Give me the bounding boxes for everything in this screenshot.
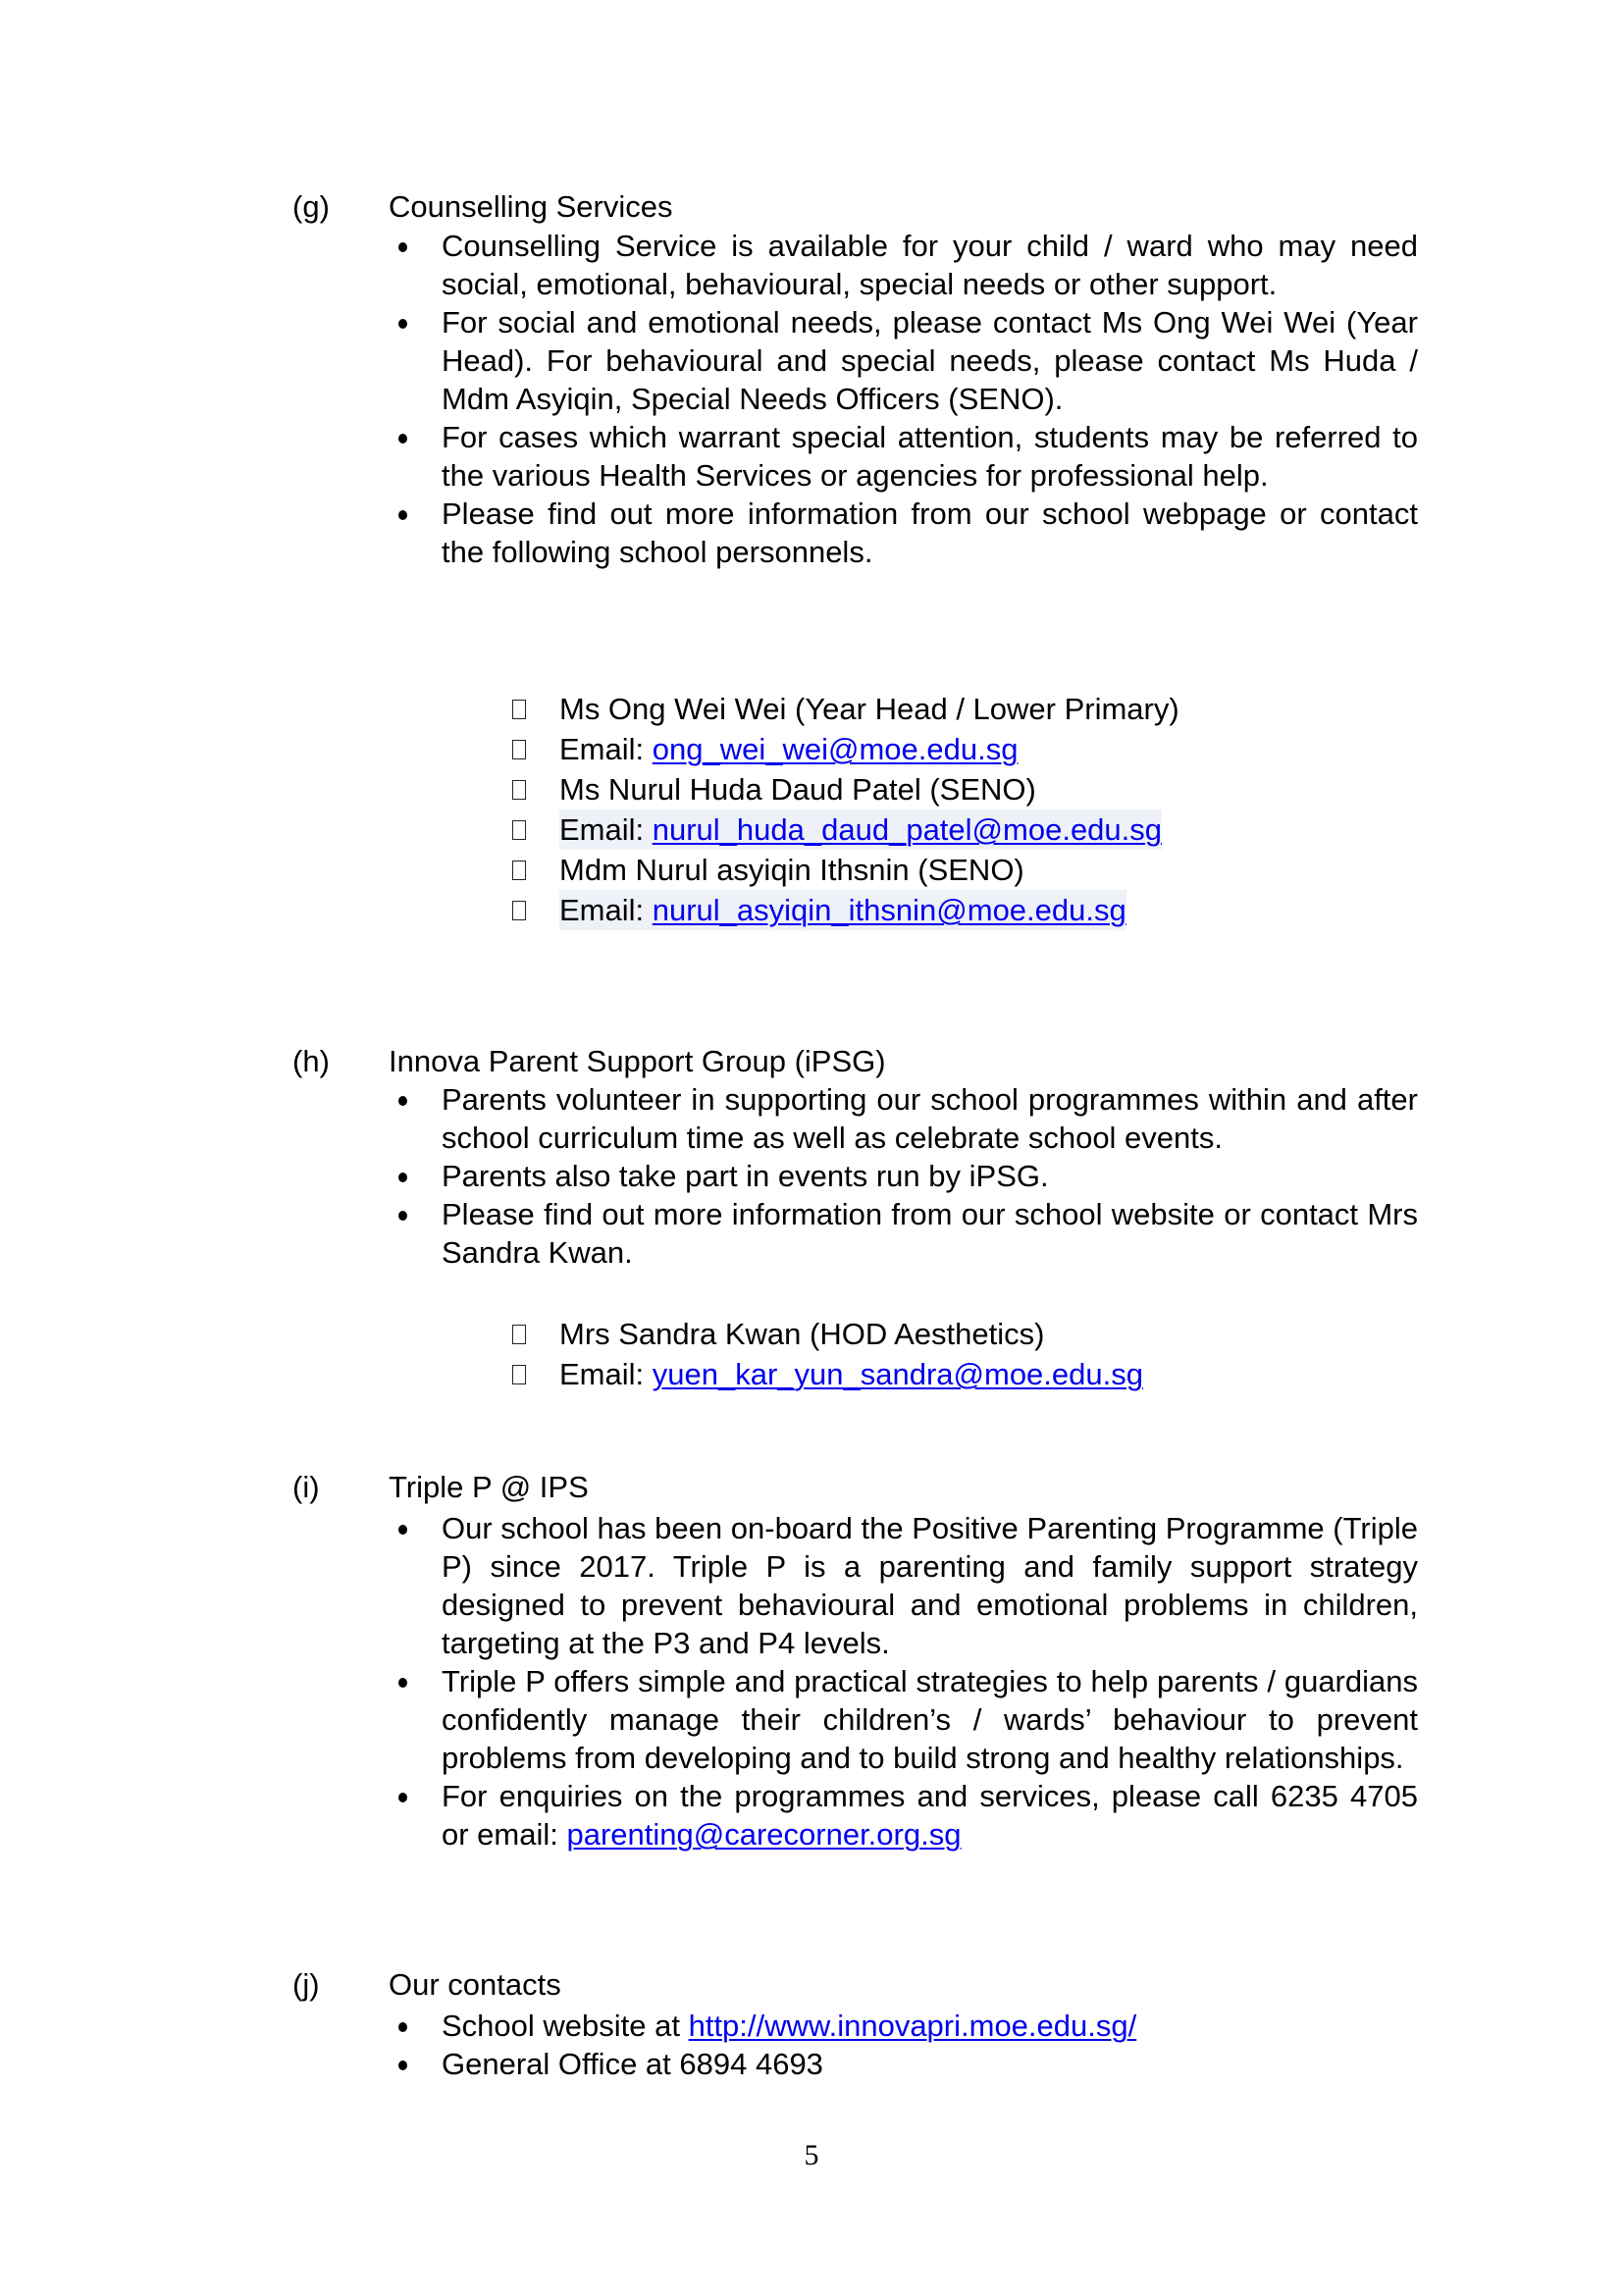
contact-item: Email: ong_wei_wei@moe.edu.sg	[512, 729, 1179, 769]
list-item: Please find out more information from our school website or contact Mrs Sandra Kwan.	[393, 1195, 1418, 1272]
contact-item: Email: yuen_kar_yun_sandra@moe.edu.sg	[512, 1354, 1143, 1394]
list-item: Please find out more information from our school webpage or contact the following school personnels.	[393, 495, 1418, 571]
contact-item: Ms Ong Wei Wei (Year Head / Lower Primary)	[512, 689, 1179, 729]
bullet-icon	[393, 1509, 442, 1662]
contact-item: Mrs Sandra Kwan (HOD Aesthetics)	[512, 1314, 1143, 1354]
bullet-icon	[393, 1662, 442, 1777]
bullet-icon	[393, 418, 442, 495]
list-item: Parents volunteer in supporting our school programmes within and after school curriculum time as well as celebrate school events.	[393, 1080, 1418, 1157]
bullet-icon	[393, 227, 442, 303]
section-h-contacts	[512, 1314, 1143, 1394]
list-item: Triple P offers simple and practical strategies to help parents / guardians confidently manage their children’s / wards’ behaviour to prevent problems from developing and to build strong and healthy relationships.	[393, 1662, 1418, 1777]
checkbox-icon	[512, 700, 526, 719]
checkbox-icon	[512, 1365, 526, 1384]
section-h-title: Innova Parent Support Group (iPSG)	[389, 1044, 886, 1078]
checkbox-icon	[512, 1325, 526, 1344]
list-item: Our school has been on-board the Positive Parenting Programme (Triple P) since 2017. Triple P is a parenting and family support strategy designed to prevent behavioural and emotional problems in children, targeting at the P3 and P4 levels.	[393, 1509, 1418, 1662]
list-item: For cases which warrant special attention, students may be referred to the various Health Services or agencies for professional help.	[393, 418, 1418, 495]
list-item: General Office at 6894 4693	[393, 2045, 1418, 2083]
checkbox-icon	[512, 780, 526, 800]
bullet-icon	[393, 495, 442, 571]
section-g-bullets	[393, 227, 1418, 571]
list-item: Parents also take part in events run by iPSG.	[393, 1157, 1418, 1195]
section-h-label: (h)	[292, 1044, 330, 1078]
section-g-label: (g)	[292, 189, 330, 224]
checkbox-icon	[512, 740, 526, 759]
email-link[interactable]: nurul_asyiqin_ithsnin@moe.edu.sg	[652, 893, 1126, 927]
bullet-icon	[393, 2045, 442, 2083]
checkbox-icon	[512, 861, 526, 880]
bullet-icon	[393, 1777, 442, 1853]
email-link[interactable]: nurul_huda_daud_patel@moe.edu.sg	[652, 812, 1163, 847]
list-item: Counselling Service is available for your child / ward who may need social, emotional, behavioural, special needs or other support.	[393, 227, 1418, 303]
email-link[interactable]: ong_wei_wei@moe.edu.sg	[652, 732, 1019, 766]
list-item: For social and emotional needs, please contact Ms Ong Wei Wei (Year Head). For behavioural and special needs, please contact Ms Huda / Mdm Asyiqin, Special Needs Officers (SENO).	[393, 303, 1418, 418]
section-i-title: Triple P @ IPS	[389, 1470, 589, 1504]
email-link[interactable]: yuen_kar_yun_sandra@moe.edu.sg	[652, 1357, 1143, 1391]
bullet-icon	[393, 1080, 442, 1157]
bullet-icon	[393, 1195, 442, 1272]
bullet-icon	[393, 303, 442, 418]
list-item: For enquiries on the programmes and services, please call 6235 4705 or email: parenting@carecorner.org.sg	[393, 1777, 1418, 1853]
section-j-title: Our contacts	[389, 1967, 561, 2002]
list-item: School website at http://www.innovapri.moe.edu.sg/	[393, 2007, 1418, 2045]
section-g-contacts	[512, 689, 1179, 930]
section-j-bullets	[393, 2007, 1418, 2083]
checkbox-icon	[512, 901, 526, 920]
bullet-icon	[393, 2007, 442, 2045]
section-g-title: Counselling Services	[389, 189, 673, 224]
contact-item: Email: nurul_asyiqin_ithsnin@moe.edu.sg	[512, 890, 1179, 930]
bullet-icon	[393, 1157, 442, 1195]
contact-item: Email: nurul_huda_daud_patel@moe.edu.sg	[512, 809, 1179, 850]
section-j-label: (j)	[292, 1967, 320, 2002]
section-i-label: (i)	[292, 1470, 320, 1504]
checkbox-icon	[512, 820, 526, 840]
contact-item: Mdm Nurul asyiqin Ithsnin (SENO)	[512, 850, 1179, 890]
section-i-bullets	[393, 1509, 1418, 1853]
page-number: 5	[804, 2139, 819, 2171]
contact-item: Ms Nurul Huda Daud Patel (SENO)	[512, 769, 1179, 809]
section-h-bullets	[393, 1080, 1418, 1272]
email-link[interactable]: parenting@carecorner.org.sg	[566, 1817, 962, 1852]
website-link[interactable]: http://www.innovapri.moe.edu.sg/	[688, 2009, 1137, 2043]
